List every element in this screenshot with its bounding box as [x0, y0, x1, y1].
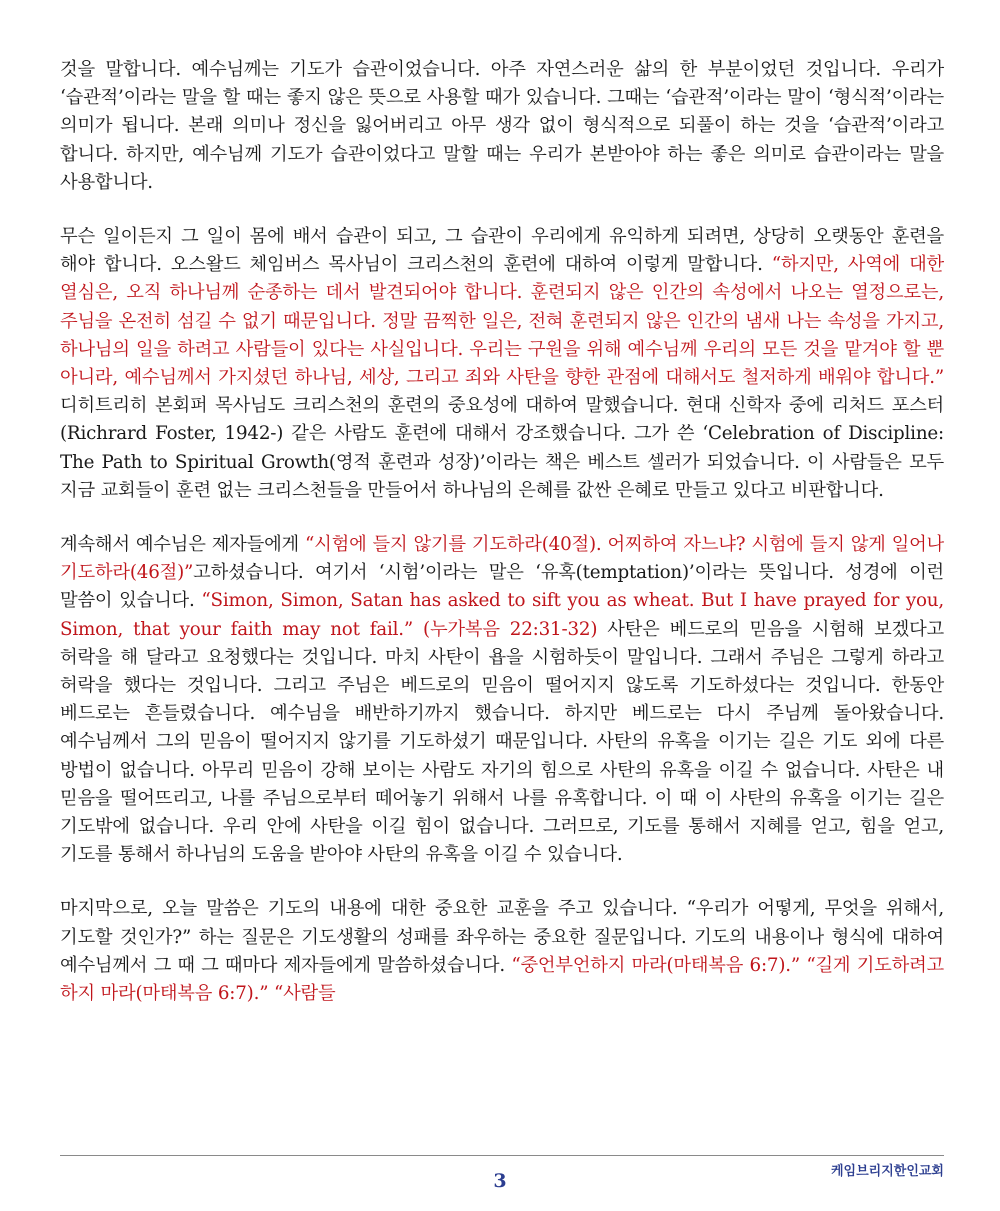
footer-divider: [60, 1155, 944, 1156]
text-segment: 고하셨습니다. 여기서 ‘시험’이라는 말은 ‘유혹(temptation)’이라는 뜻입니다. 성경에 이런 말씀이 있습니다.: [60, 562, 944, 612]
text-segment: 무슨 일이든지 그 일이 몸에 배서 습관이 되고, 그 습관이 우리에게 유익하게 되려면, 상당히 오랫동안 훈련을 해야 합니다. 오스왈드 체임버스 목사님이 크리스천의 훈련에 대하여 이렇게 말합니다.: [60, 226, 944, 276]
quote-chambers: “하지만, 사역에 대한 열심은, 오직 하나님께 순종하는 데서 발견되어야 합니다. 훈련되지 않은 인간의 속성에서 나오는 열정으로는, 주님을 온전히 섬길 수 없기 때문입니다. 정말 끔찍한 일은, 전혀 훈련되지 않은 인간의 냄새 나는 속성을 가지고, 하나님의 일을 하려고 사람들이 있다는 사실입니다. 우리는 구원을 위해 예수님께 우리의 모든 것을 맡겨야 할 뿐 아니라, 예수님께서 가지셨던 하나님, 세상, 그리고 죄와 사탄을 향한 관점에 대해서도 철저하게 배워야 합니다.”: [60, 254, 944, 389]
quote-pray-not-temptation: “시험에 들지 않기를 기도하라(40절). 어찌하여 자느냐? 시험에 들지 않게 일어나 기도하라(46절)”: [60, 534, 944, 584]
paragraph-temptation: [60, 531, 944, 869]
paragraph-habit: [60, 56, 944, 197]
quote-luke-22: “Simon, Simon, Satan has asked to sift you as wheat. But I have prayed for you, Simon, that your faith may not fail.” (누가복음 22:31-32): [60, 590, 944, 640]
text-segment: 디히트리히 본회퍼 목사님도 크리스천의 훈련의 중요성에 대하여 말했습니다. 현대 신학자 중에 리처드 포스터(Richrard Foster, 1942-) 같은 사람도 훈련에 대해서 강조했습니다. 그가 쓴 ‘Celebration of Discipline: The Path to Spiritual Growth(영적 훈련과 성장)’이라는 책은 베스트 셀러가 되었습니다. 이 사람들은 모두 지금 교회들이 훈련 없는 크리스천들을 만들어서 하나님의 은혜를 값싼 은혜로 만들고 있다고 비판합니다.: [60, 395, 944, 501]
text-segment: 계속해서 예수님은 제자들에게: [60, 534, 306, 556]
paragraph-training: [60, 223, 944, 505]
paragraph-prayer-content: [60, 895, 944, 1008]
page-content: [60, 56, 944, 1034]
text-segment: 사탄은 베드로의 믿음을 시험해 보겠다고 허락을 해 달라고 요청했다는 것입니다. 마치 사탄이 욥을 시험하듯이 말입니다. 그래서 주님은 그렇게 하라고 허락을 했다는 것입니다. 그리고 주님은 베드로의 믿음이 떨어지지 않도록 기도하셨다는 것입니다. 한동안 베드로는 흔들렸습니다. 예수님을 배반하기까지 했습니다. 하지만 베드로는 다시 주님께 돌아왔습니다. 예수님께서 그의 믿음이 떨어지지 않기를 기도하셨기 때문입니다. 사탄의 유혹을 이기는 길은 기도 외에 다른 방법이 없습니다. 아무리 믿음이 강해 보이는 사람도 자기의 힘으로 사탄의 유혹을 이길 수 없습니다. 사탄은 내 믿음을 떨어뜨리고, 나를 주님으로부터 떼어놓기 위해서 나를 유혹합니다. 이 때 이 사탄의 유혹을 이기는 길은 기도밖에 없습니다. 우리 안에 사탄을 이길 힘이 없습니다. 그러므로, 기도를 통해서 지혜를 얻고, 힘을 얻고, 기도를 통해서 하나님의 도움을 받아야 사탄의 유혹을 이길 수 있습니다.: [60, 618, 945, 866]
text-segment: 것을 말합니다. 예수님께는 기도가 습관이었습니다. 아주 자연스러운 삶의 한 부분이었던 것입니다. 우리가 ‘습관적’이라는 말을 할 때는 좋지 않은 뜻으로 사용할 때가 있습니다. 그때는 ‘습관적’이라는 말이 ‘형식적’이라는 의미가 됩니다. 본래 의미나 정신을 잃어버리고 아무 생각 없이 형식적으로 되풀이 하는 것을 ‘습관적’이라고 합니다. 하지만, 예수님께 기도가 습관이었다고 말할 때는 우리가 본받아야 하는 좋은 의미로 습관이라는 말을 사용합니다.: [60, 59, 944, 193]
quote-matthew-6: “중언부언하지 마라(마태복음 6:7).” “길게 기도하려고 하지 마라(마태복음 6:7).” “사람들: [60, 954, 944, 1005]
page-number: 3: [493, 1170, 507, 1192]
church-name: 케임브리지한인교회: [830, 1164, 944, 1179]
text-segment: 마지막으로, 오늘 말씀은 기도의 내용에 대한 중요한 교훈을 주고 있습니다. “우리가 어떻게, 무엇을 위해서, 기도할 것인가?” 하는 질문은 기도생활의 성패를 좌우하는 중요한 질문입니다. 기도의 내용이나 형식에 대하여 예수님께서 그 때 그 때마다 제자들에게 말씀하셨습니다.: [60, 898, 944, 976]
